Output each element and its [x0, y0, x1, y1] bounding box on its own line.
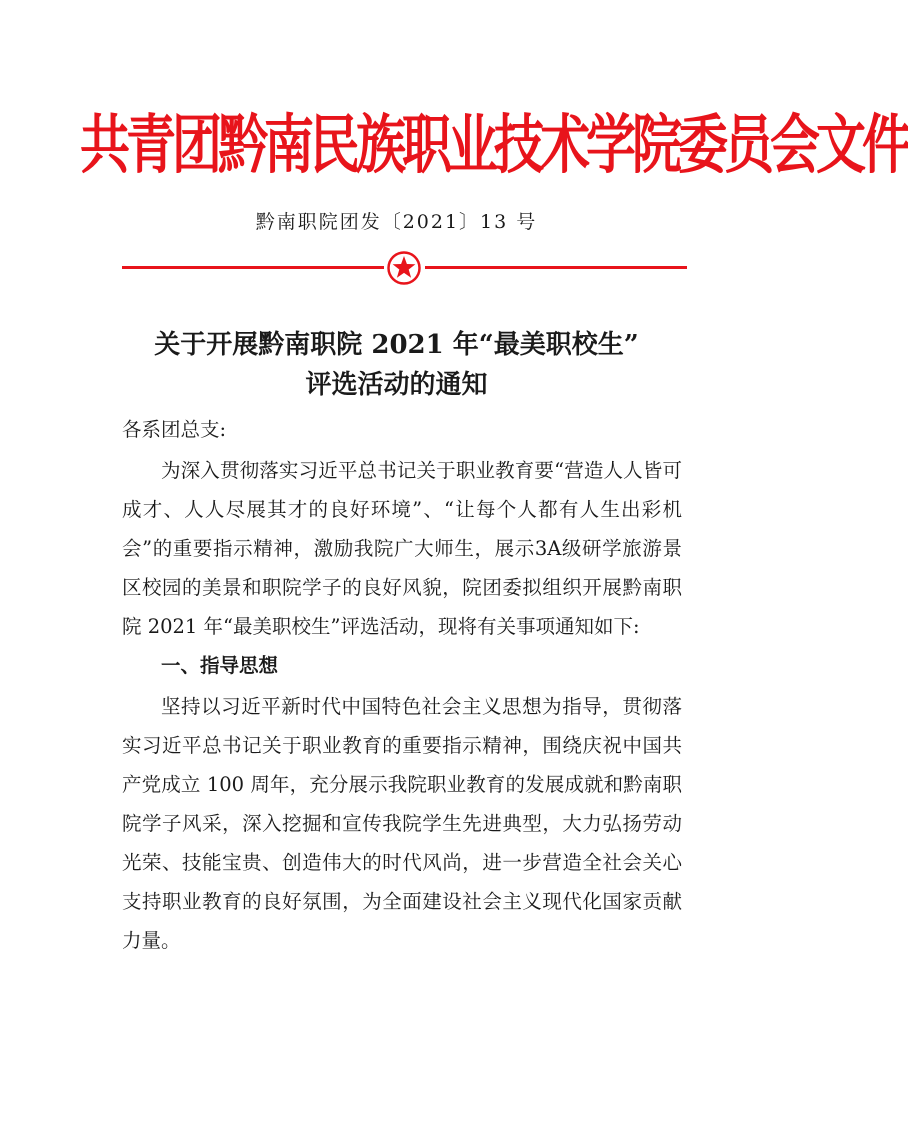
title-line-2: 评选活动的通知: [305, 370, 488, 400]
title-line-1: 关于开展黔南职院 2021 年“最美职校生”: [154, 330, 639, 360]
guiding-ideology-paragraph: 坚持以习近平新时代中国特色社会主义思想为指导，贯彻落实习近平总书记关于职业教育的重要指示精神，围绕庆祝中国共产党成立 100 周年，充分展示我院职业教育的发展成就和黔南职院学子风采，深入挖掘和宣传我院学生先进典型，大力弘扬劳动光荣、技能宝贵、创造伟大的时代风尚，进一步营造全社会关心支持职业教育的良好氛围，为全面建设社会主义现代化国家贡献力量。: [122, 695, 682, 952]
divider-line-right: [425, 266, 687, 269]
notice-title: [80, 325, 713, 405]
intro-paragraph: 为深入贯彻落实习近平总书记关于职业教育要“营造人人皆可成才、人人尽展其才的良好环境”、“让每个人都有人生出彩机会”的重要指示精神，激励我院广大师生，展示3A级研学旅游景区校园的美景和职院学子的良好风貌，院团委拟组织开展黔南职院 2021 年“最美职校生”评选活动，现将有关事项通知如下:: [122, 459, 682, 638]
salutation: 各系团总支:: [122, 418, 227, 441]
notice-body: [122, 410, 682, 960]
divider-line-left: [122, 266, 384, 269]
header-divider: [122, 254, 687, 282]
org-header-title: 共青团黔南民族职业技术学院委员会文件: [80, 107, 908, 183]
star-icon: [387, 251, 421, 285]
document-number: 黔南职院团发〔2021〕13 号: [255, 211, 538, 233]
section-heading-guiding-ideology: 一、指导思想: [161, 654, 279, 677]
